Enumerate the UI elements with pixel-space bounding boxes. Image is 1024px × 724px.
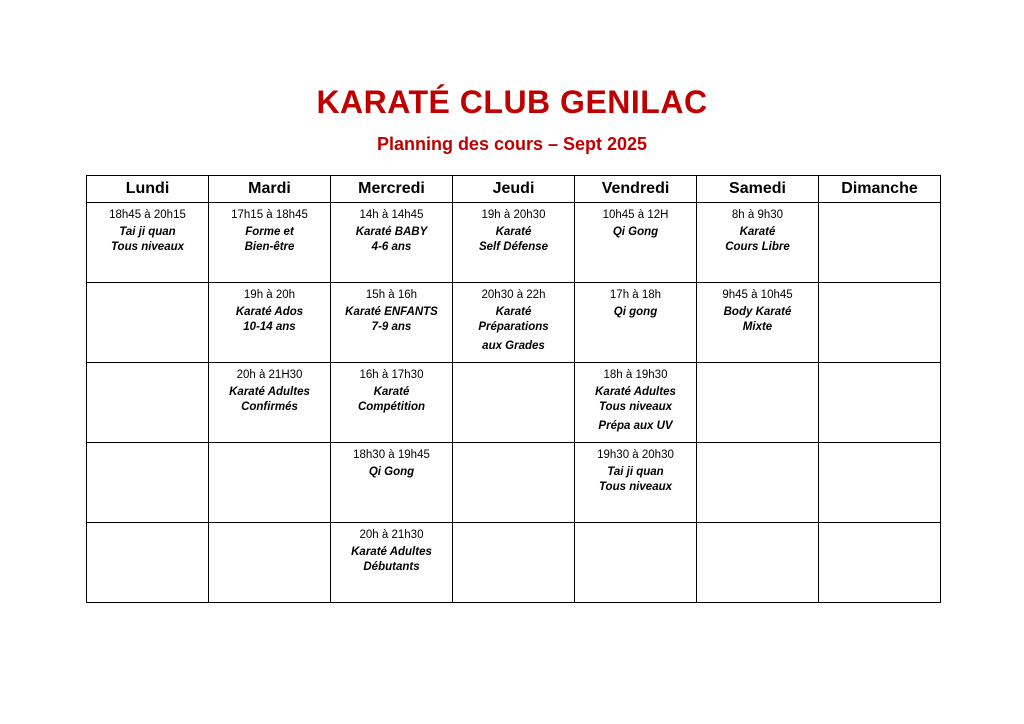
class-name-line: aux Grades [482,340,545,352]
class-slot-vendredi [575,203,697,283]
class-slot-lundi [87,203,209,283]
schedule-row [87,363,941,443]
schedule-row [87,203,941,283]
class-name-line: 7-9 ans [371,321,412,333]
class-name-line: Mixte [742,321,773,333]
day-header-mardi: Mardi [209,176,331,203]
class-slot-content [331,523,452,575]
day-header-dimanche: Dimanche [819,176,941,203]
class-slot-content [697,283,818,335]
class-time: 10h45 à 12H [602,209,669,221]
empty-slot [87,523,209,603]
class-slot-vendredi [575,283,697,363]
empty-slot [209,523,331,603]
class-time: 19h à 20h30 [481,209,546,221]
class-name-line: Confirmés [241,401,298,413]
empty-slot [819,443,941,523]
empty-slot [575,523,697,603]
class-name-line: Cours Libre [725,241,790,253]
empty-slot [209,443,331,523]
class-name-line: Débutants [363,561,420,573]
class-slot-content [331,363,452,415]
class-time: 18h30 à 19h45 [353,449,430,461]
page-title: KARATÉ CLUB GENILAC [316,84,708,120]
class-name-line: Karaté [495,306,532,318]
class-time: 9h45 à 10h45 [722,289,793,301]
empty-slot [453,443,575,523]
class-slot-content [209,363,330,415]
class-name-line: Prépa aux UV [598,420,673,432]
class-name-line: Préparations [478,321,549,333]
schedule-row [87,523,941,603]
class-name-line: Body Karaté [723,306,792,318]
class-name-line: Self Défense [478,241,549,253]
class-slot-content [575,363,696,434]
class-slot-mercredi [331,363,453,443]
schedule-body [87,203,941,603]
empty-slot [819,203,941,283]
day-header-lundi: Lundi [87,176,209,203]
empty-slot [697,443,819,523]
class-slot-content [331,283,452,335]
class-name-line: Qi gong [613,306,658,318]
class-slot-jeudi [453,283,575,363]
empty-slot [87,283,209,363]
class-slot-content [209,283,330,335]
class-name-line: Karaté [373,386,410,398]
empty-slot [697,523,819,603]
class-name-line: Tous niveaux [598,401,673,413]
class-slot-mercredi [331,283,453,363]
class-slot-mardi [209,203,331,283]
class-name-line: Forme et [245,226,294,238]
class-name-line: Tous niveaux [110,241,185,253]
day-header-vendredi: Vendredi [575,176,697,203]
class-slot-mercredi [331,443,453,523]
class-time: 18h45 à 20h15 [109,209,186,221]
class-slot-content [575,203,696,240]
class-name-line: Karaté BABY [355,226,428,238]
class-name-line: Karaté [739,226,776,238]
schedule-table [86,175,941,603]
class-time: 20h à 21h30 [359,529,424,541]
class-slot-content [209,203,330,255]
class-name-line: Tous niveaux [598,481,673,493]
class-slot-content [87,203,208,255]
class-name-line: Karaté Adultes [595,386,676,398]
class-slot-samedi [697,283,819,363]
empty-slot [453,523,575,603]
class-name-line: Bien-être [244,241,295,253]
class-time: 19h à 20h [243,289,296,301]
class-slot-vendredi [575,363,697,443]
class-name-line: Karaté Ados [235,306,304,318]
class-name-line: Karaté ENFANTS [345,306,438,318]
class-slot-mardi [209,363,331,443]
empty-slot [87,443,209,523]
class-name-line: Karaté [495,226,532,238]
class-time: 15h à 16h [365,289,418,301]
day-header-row [87,176,941,203]
class-time: 19h30 à 20h30 [597,449,674,461]
empty-slot [697,363,819,443]
class-slot-content [331,443,452,480]
empty-slot [453,363,575,443]
class-name-line: Tai ji quan [119,226,176,238]
class-time: 17h à 18h [609,289,662,301]
class-name-line: Karaté Adultes [351,546,432,558]
empty-slot [819,363,941,443]
day-header-jeudi: Jeudi [453,176,575,203]
class-slot-vendredi [575,443,697,523]
class-time: 18h à 19h30 [603,369,668,381]
class-time: 17h15 à 18h45 [231,209,308,221]
class-slot-content [575,283,696,320]
class-slot-mardi [209,283,331,363]
class-name-line: Qi Gong [612,226,659,238]
class-time: 20h à 21H30 [236,369,303,381]
schedule-row [87,283,941,363]
class-slot-samedi [697,203,819,283]
class-slot-jeudi [453,203,575,283]
class-slot-content [453,283,574,354]
class-name-line: 4-6 ans [371,241,412,253]
class-name-line: Compétition [357,401,426,413]
schedule-header [87,176,941,203]
class-slot-content [697,203,818,255]
empty-slot [819,523,941,603]
class-name-line: Karaté Adultes [229,386,310,398]
empty-slot [87,363,209,443]
class-name-line: 10-14 ans [243,321,296,333]
class-time: 14h à 14h45 [359,209,424,221]
class-time: 16h à 17h30 [359,369,424,381]
page-subtitle: Planning des cours – Sept 2025 [376,134,648,154]
class-name-line: Tai ji quan [607,466,664,478]
class-slot-content [575,443,696,495]
class-slot-mercredi [331,203,453,283]
day-header-samedi: Samedi [697,176,819,203]
day-header-mercredi: Mercredi [331,176,453,203]
schedule-row [87,443,941,523]
class-time: 20h30 à 22h [481,289,546,301]
empty-slot [819,283,941,363]
class-time: 8h à 9h30 [731,209,784,221]
class-slot-content [453,203,574,255]
class-slot-content [331,203,452,255]
class-name-line: Qi Gong [368,466,415,478]
class-slot-mercredi [331,523,453,603]
